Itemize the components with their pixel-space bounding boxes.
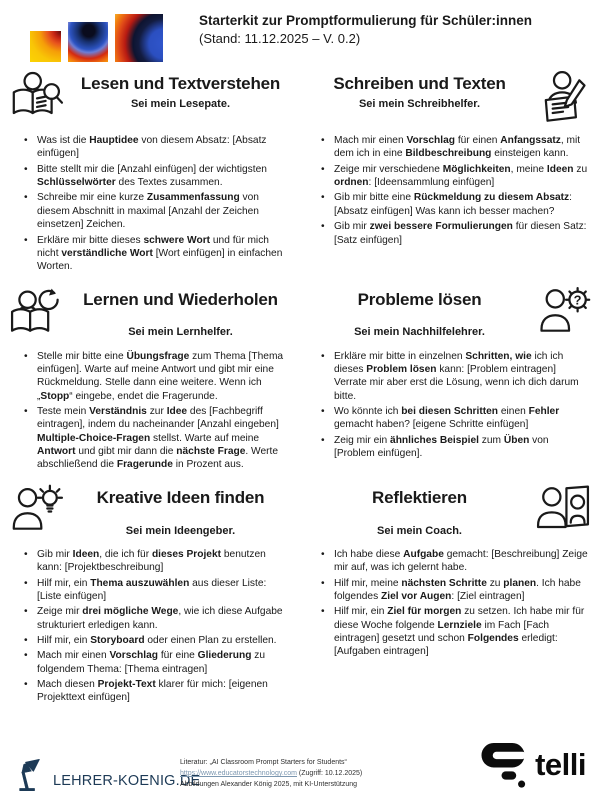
- prompt-bullet: • Hilf mir, meine nächsten Schritte zu planen. Ich habe folgendes Ziel vor Augen: [Ziel eintragen]: [321, 577, 590, 604]
- prompt-bullet: • Ich habe diese Aufgabe gemacht: [Beschreibung] Zeige mir auf, was ich gelernt habe.: [321, 548, 590, 575]
- prompt-bullet: • Bitte stellt mir die [Anzahl einfügen] der wichtigsten Schlüsselwörter des Textes zusammen.: [24, 163, 293, 190]
- writing-pencil-icon: [534, 70, 592, 125]
- section-head: [305, 286, 592, 341]
- logo-square-yellow: [30, 31, 61, 62]
- logo-square-red: [115, 14, 163, 62]
- section-subtitle: Sei mein Coach.: [377, 524, 462, 537]
- prompt-bullet: • Hilf mir, ein Thema auszuwählen aus dieser Liste: [Liste einfügen]: [24, 577, 293, 604]
- section-head-text: [66, 484, 295, 537]
- section-head: [8, 484, 295, 539]
- section-head: [305, 70, 592, 125]
- section-subtitle: Sei mein Ideengeber.: [125, 524, 236, 537]
- section-6: [305, 484, 592, 707]
- prompt-bullet: • Stelle mir bitte eine Übungsfrage zum Thema [Thema einfügen]. Warte auf meine Antwort und gibt mir eine Rückmeldung. Stelle dann eine weitere. Wenn ich „Stopp“ eingebe, endet die Fragerunde.: [24, 350, 293, 403]
- telli-logo: [481, 742, 586, 788]
- prompt-bullet: • Mach diesen Projekt-Text klarer für mich: [eigenen Projekttext einfügen]: [24, 678, 293, 705]
- section-3: [8, 286, 295, 474]
- section-5: [8, 484, 295, 707]
- section-1: [8, 70, 295, 276]
- prompt-bullet: • Gib mir Ideen, die ich für dieses Projekt benutzen kann: [Projektbeschreibung]: [24, 548, 293, 575]
- prompt-bullet: • Hilf mir, ein Ziel für morgen zu setzen. Ich habe mir für diese Woche folgende Lernziele im Fach [Fach eintragen] gesetzt und schon Folgendes erledigt: [Aufgaben eintragen]: [321, 605, 590, 658]
- idea-lightbulb-icon: [8, 484, 66, 539]
- page-header: [0, 0, 600, 64]
- section-head-text: [66, 286, 295, 339]
- literature-link-access: (Zugriff: 10.12.2025): [296, 770, 363, 778]
- version-line: (Stand: 11.12.2025 – V. 0.2): [199, 30, 361, 46]
- section-2: [305, 70, 592, 276]
- section-subtitle: Sei mein Schreibhelfer.: [358, 97, 481, 110]
- reading-magnifier-icon: [8, 70, 66, 125]
- section-title: Reflektieren: [372, 487, 467, 507]
- prompt-list: [8, 350, 295, 472]
- header-text: [199, 8, 532, 47]
- literature-link[interactable]: https://www.educatorstechnology.com: [180, 770, 297, 778]
- problem-gear-icon: [534, 286, 592, 341]
- prompt-list: [8, 548, 295, 705]
- section-head: [8, 286, 295, 341]
- prompt-bullet: • Wo könnte ich bei diesen Schritten einen Fehler gemacht haben? [eigene Schritte einfügen]: [321, 405, 590, 432]
- literature-line2: [180, 769, 362, 780]
- prompt-bullet: • Teste mein Verständnis zur Idee des [Fachbegriff eintragen], indem du nacheinander [Anzahl eingeben] Multiple-Choice-Fragen stellst. Warte auf meine Antwort und gibt mir dann die nächste Frage. Werte abschließend die Fragerunde in Prozent aus.: [24, 405, 293, 472]
- prompt-list: [8, 134, 295, 274]
- prompt-list: [305, 134, 592, 247]
- literature-line3: Abbildungen Alexander König 2025, mit KI-Unterstützung: [180, 781, 358, 789]
- section-head: [305, 484, 592, 539]
- section-head-text: [305, 484, 534, 537]
- prompt-bullet: • Erkläre mir bitte dieses schwere Wort und für mich nicht verständliche Wort [Wort einfügen] in einfachen Worten.: [24, 234, 293, 274]
- mirror-reflection-icon: [534, 484, 592, 539]
- section-head: [8, 70, 295, 125]
- learning-refresh-icon: [8, 286, 66, 341]
- section-4: [305, 286, 592, 474]
- prompt-bullet: • Zeige mir drei mögliche Wege, wie ich diese Aufgabe strukturiert erledigen kann.: [24, 605, 293, 632]
- prompt-bullet: • Gib mir zwei bessere Formulierungen für diesen Satz: [Satz einfügen]: [321, 220, 590, 247]
- section-head-text: [305, 70, 534, 110]
- prompt-list: [305, 548, 592, 659]
- section-subtitle: Sei mein Nachhilfelehrer.: [354, 326, 485, 339]
- telli-speech-bubble-icon: [481, 742, 526, 788]
- site-name: LEHRER-KOENIG.DE: [53, 773, 201, 789]
- section-subtitle: Sei mein Lernhelfer.: [128, 326, 233, 339]
- section-title: Kreative Ideen finden: [96, 487, 265, 507]
- prompt-bullet: • Mach mir einen Vorschlag für eine Gliederung zu folgendem Thema: [Thema eintragen]: [24, 649, 293, 676]
- prompt-bullet: • Hilf mir, ein Storyboard oder einen Plan zu erstellen.: [24, 634, 293, 647]
- prompt-bullet: • Zeig mir ein ähnliches Beispiel zum Üben von [Problem einfügen].: [321, 434, 590, 461]
- section-head-text: [66, 70, 295, 110]
- prompt-bullet: • Gib mir bitte eine Rückmeldung zu diesem Absatz: [Absatz einfügen] Was kann ich besser machen?: [321, 191, 590, 218]
- prompt-bullet: • Erkläre mir bitte in einzelnen Schritten, wie ich ich dieses Problem lösen kann: [Problem eintragen] Verrate mir aber erst die Lösung, wenn ich dich darum bitte.: [321, 350, 590, 403]
- prompt-bullet: • Schreibe mir eine kurze Zusammenfassung von diesem Abschnitt in maximal [Anzahl der Zeichen einsetzen] Zeichen.: [24, 191, 293, 231]
- page-footer: [0, 738, 600, 800]
- telli-wordmark: telli: [535, 747, 586, 782]
- section-title: Lesen und Textverstehen: [80, 74, 281, 93]
- section-head-text: [305, 286, 534, 339]
- section-title: Lernen und Wiederholen: [83, 289, 278, 309]
- prompt-list: [305, 350, 592, 461]
- section-subtitle: Sei mein Lesepate.: [130, 97, 231, 110]
- prompt-bullet: • Was ist die Hauptidee von diesem Absatz: [Absatz einfügen]: [24, 134, 293, 161]
- page-title: Starterkit zur Promptformulierung für Schüler:innen: [199, 13, 533, 28]
- prompt-bullet: • Mach mir einen Vorschlag für einen Anfangssatz, mit dem ich in eine Bildbeschreibung einsteigen kann.: [321, 134, 590, 161]
- literature-line1: Literatur: „AI Classroom Prompt Starters for Students“: [180, 759, 347, 767]
- logo-square-blue: [68, 22, 108, 62]
- section-title: Schreiben und Texten: [333, 74, 506, 93]
- prompt-bullet: • Zeige mir verschiedene Möglichkeiten, meine Ideen zu ordnen: [Ideensammlung einfügen]: [321, 163, 590, 190]
- publisher-squares-logo: [30, 14, 163, 62]
- section-title: Probleme lösen: [357, 289, 482, 309]
- lehrer-koenig-logo: [14, 758, 200, 792]
- literature-note: [180, 758, 362, 791]
- sections-grid: [0, 64, 600, 717]
- desk-lamp-icon: [14, 758, 47, 792]
